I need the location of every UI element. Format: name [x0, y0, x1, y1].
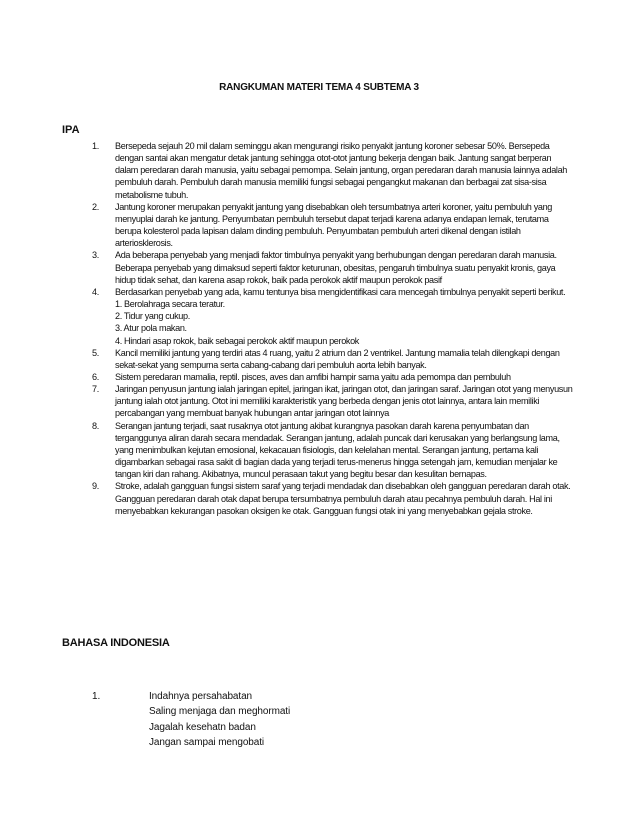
- ipa-item-8: [92, 420, 574, 481]
- sublist-item: 1. Berolahraga secara teratur.: [115, 299, 225, 310]
- poem-line: Jagalah kesehatn badan: [149, 721, 256, 733]
- ipa-item-7: [92, 383, 574, 419]
- sublist-item: 4. Hindari asap rokok, baik sebagai perokok aktif maupun perokok: [115, 335, 359, 346]
- list-number: 8.: [92, 420, 99, 431]
- list-item-text: Stroke, adalah gangguan fungsi sistem saraf yang terjadi mendadak dan disebabkan oleh gangguan peredaran darah otak. Gangguan peredaran darah otak dapat berupa tersumbatnya pembuluh darah atau pecahnya pembuluh darah. Hal ini menyebabkan kekurangan pasokan oksigen ke otak. Gangguan fungsi otak ini yang menyebabkan gejala stroke.: [115, 481, 571, 516]
- list-item-text: Jaringan penyusun jantung ialah jaringan epitel, jaringan ikat, jaringan otot, dan jaringan saraf. Jaringan otot yang menyusun jantung ialah otot jantung. Otot ini memiliki karakteristik yang berbeda dengan jenis otot lainnya, antara lain memiliki percabangan yang membuat banyak hubungan antar jaringan otot lainnya: [115, 384, 573, 419]
- list-number: 1.: [92, 141, 99, 151]
- poem-line: Jangan sampai mengobati: [149, 736, 265, 748]
- ipa-item-2: [92, 201, 574, 250]
- ipa-item-4: [92, 286, 574, 347]
- ipa-heading: IPA: [62, 124, 80, 136]
- list-number: 6.: [92, 371, 99, 382]
- list-number: 5.: [92, 347, 99, 358]
- ipa-item-3: [92, 249, 574, 285]
- list-number: 3.: [92, 250, 99, 261]
- list-item-text: Bersepeda sejauh 20 mil dalam seminggu akan mengurangi risiko penyakit jantung koroner sebesar 50%. Bersepeda dengan santai akan mengatur detak jantung sehingga otot-otot jantung bekerja dengan baik. Jantung sangat berperan dalam peredaran darah manusia, yaitu sebagai pemompa. Selain jantung, organ peredaran darah manusia lainnya adalah pembuluh darah. Pembuluh darah manusia memiliki fungsi sebagai pengangkut makanan dan berbagai zat sisa-sisa metabolisme tubuh.: [115, 141, 567, 200]
- ipa-item-5: [92, 347, 574, 371]
- list-number: 9.: [92, 481, 99, 492]
- list-item-text: Berdasarkan penyebab yang ada, kamu tentunya bisa mengidentifikasi cara mencegah timbulnya penyakit seperti berikut.: [115, 286, 566, 297]
- list-item-text: Ada beberapa penyebab yang menjadi faktor timbulnya penyakit yang berhubungan dengan peredaran darah manusia. Beberapa penyebab yang dimaksud seperti faktor keturunan, obesitas, pengaruh timbulnya suatu penyakit kronis, gaya hidup tidak sehat, dan karena asap rokok, baik pada perokok aktif maupun perokok pasif: [115, 250, 557, 285]
- list-number: 1.: [92, 691, 101, 702]
- bahasa-indonesia-item-1: [92, 689, 290, 750]
- ipa-list: [92, 140, 574, 517]
- ipa-item-1: [92, 140, 574, 201]
- bahasa-indonesia-list: [92, 689, 290, 750]
- document-title: RANGKUMAN MATERI TEMA 4 SUBTEMA 3: [219, 82, 419, 93]
- poem-line: Saling menjaga dan meghormati: [149, 706, 291, 718]
- list-item-text: Sistem peredaran mamalia, reptil. pisces, aves dan amfibi hampir sama yaitu ada pemompa dan pembuluh: [115, 371, 511, 382]
- sublist-item: 2. Tidur yang cukup.: [115, 311, 190, 322]
- list-number: 2.: [92, 201, 99, 212]
- ipa-item-9: [92, 480, 574, 516]
- poem-line: Indahnya persahabatan: [149, 691, 252, 702]
- sublist-item: 3. Atur pola makan.: [115, 323, 187, 334]
- list-number: 7.: [92, 384, 99, 395]
- bahasa-indonesia-heading: BAHASA INDONESIA: [62, 637, 170, 649]
- list-item-text: Jantung koroner merupakan penyakit jantung yang disebabkan oleh tersumbatnya arteri koroner, yaitu pembuluh yang menyuplai darah ke jantung. Penyumbatan pembuluh tersebut dapat terjadi karena adanya endapan lemak, terutama berupa kolesterol pada lapisan dalam dinding pembuluh. Penyumbatan pembuluh arteri dikenal dengan istilah arteriosklerosis.: [115, 201, 553, 249]
- ipa-item-6: [92, 371, 574, 383]
- list-item-text: Kancil memiliki jantung yang terdiri atas 4 ruang, yaitu 2 atrium dan 2 ventrikel. Jantung mamalia telah dilengkapi dengan sekat-sekat yang sempurna serta cabang-cabang dari pembuluh aorta lebih banyak.: [115, 347, 560, 370]
- list-number: 4.: [92, 286, 99, 297]
- list-item-text: Serangan jantung terjadi, saat rusaknya otot jantung akibat kurangnya pasokan darah karena penyumbatan dan terganggunya aliran darah secara mendadak. Serangan jantung, adalah puncak dari kerusakan yang berlangsung lama, yang menimbulkan kejutan emosional, kekacauan fisiologis, dan kelelahan mental. Serangan jantung, pertama kali digambarkan sebagai rasa sakit di bagian dada yang terjadi terus-menerus hingga setengah jam, kemudian menjalar ke tangan kiri dan rahang. Akibatnya, muncul perasaan takut yang begitu besar dan kesulitan bernapas.: [115, 420, 560, 480]
